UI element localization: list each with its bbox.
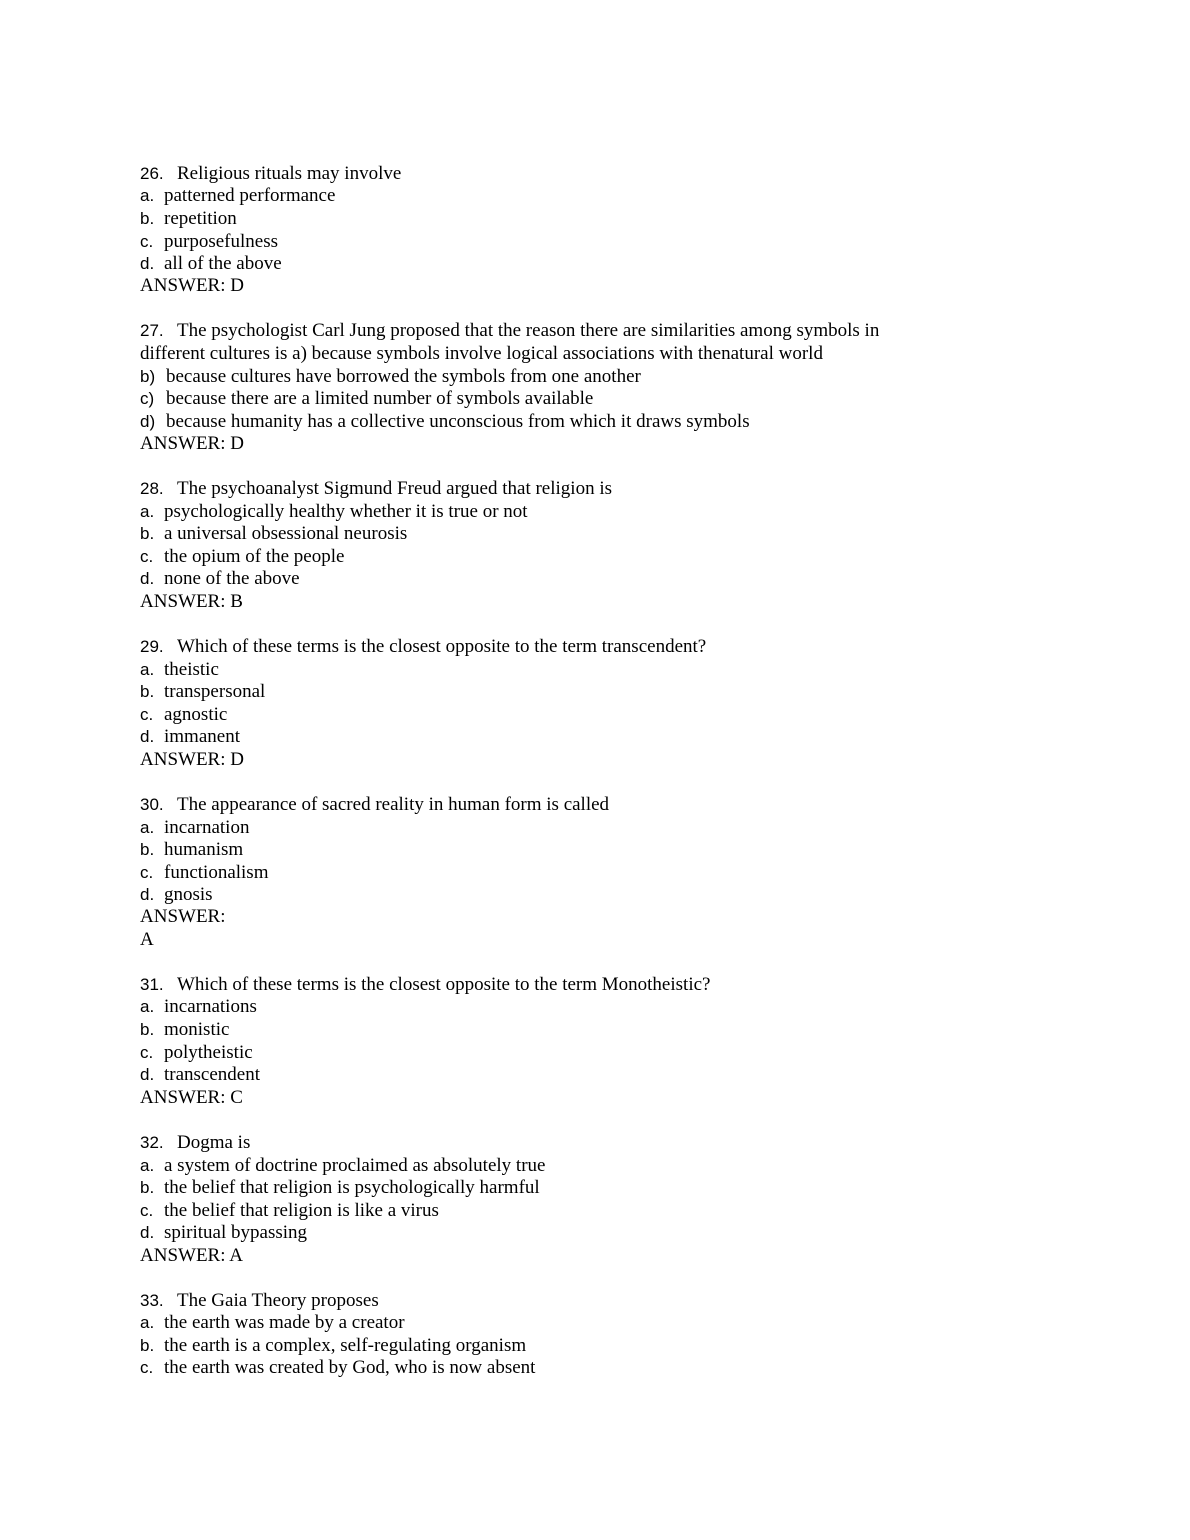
question-27-option-c: c) because there are a limited number of symbols available bbox=[140, 388, 594, 409]
question-32-answer: ANSWER: A bbox=[140, 1245, 243, 1266]
question-28-answer: ANSWER: B bbox=[140, 591, 243, 612]
question-30-option-a: a. incarnation bbox=[140, 817, 250, 838]
question-26-option-d: d. all of the above bbox=[140, 253, 282, 274]
question-27-answer: ANSWER: D bbox=[140, 433, 244, 454]
question-30-answer: ANSWER: bbox=[140, 906, 226, 927]
question-30-option-b: b. humanism bbox=[140, 839, 244, 860]
question-31-option-d: d. transcendent bbox=[140, 1064, 261, 1085]
question-30-answer-value: A bbox=[140, 929, 154, 950]
question-26-answer: ANSWER: D bbox=[140, 275, 244, 296]
question-32-option-c: c. the belief that religion is like a virus bbox=[140, 1200, 439, 1221]
question-27-option-b: b) because cultures have borrowed the symbols from one another bbox=[140, 366, 641, 387]
question-31-option-a: a. incarnations bbox=[140, 996, 257, 1017]
question-30-option-c: c. functionalism bbox=[140, 862, 269, 883]
question-29-option-c: c. agnostic bbox=[140, 704, 228, 725]
question-32-option-a: a. a system of doctrine proclaimed as absolutely true bbox=[140, 1155, 546, 1176]
question-28-option-a: a. psychologically healthy whether it is true or not bbox=[140, 501, 528, 522]
question-28-stem: 28. The psychoanalyst Sigmund Freud argued that religion is bbox=[140, 478, 612, 499]
question-32-option-b: b. the belief that religion is psychologically harmful bbox=[140, 1177, 540, 1198]
question-33-option-b: b. the earth is a complex, self-regulating organism bbox=[140, 1335, 527, 1356]
question-33-stem: 33. The Gaia Theory proposes bbox=[140, 1290, 379, 1311]
question-29-answer: ANSWER: D bbox=[140, 749, 244, 770]
question-27-stem-continued: different cultures is a) because symbols involve logical associations with thenatural world bbox=[140, 343, 823, 364]
question-31-option-b: b. monistic bbox=[140, 1019, 230, 1040]
question-29-option-d: d. immanent bbox=[140, 726, 240, 747]
question-29-option-a: a. theistic bbox=[140, 659, 219, 680]
question-28-option-c: c. the opium of the people bbox=[140, 546, 345, 567]
question-29-stem: 29. Which of these terms is the closest opposite to the term transcendent? bbox=[140, 636, 707, 657]
question-27-option-d: d) because humanity has a collective unconscious from which it draws symbols bbox=[140, 411, 750, 432]
question-29-option-b: b. transpersonal bbox=[140, 681, 266, 702]
question-31-option-c: c. polytheistic bbox=[140, 1042, 253, 1063]
question-30-stem: 30. The appearance of sacred reality in human form is called bbox=[140, 794, 610, 815]
question-30-option-d: d. gnosis bbox=[140, 884, 213, 905]
question-28-option-b: b. a universal obsessional neurosis bbox=[140, 523, 408, 544]
question-26-option-b: b. repetition bbox=[140, 208, 237, 229]
question-33-option-a: a. the earth was made by a creator bbox=[140, 1312, 405, 1333]
question-26-option-c: c. purposefulness bbox=[140, 231, 278, 252]
question-26-stem: 26. Religious rituals may involve bbox=[140, 163, 402, 184]
question-32-stem: 32. Dogma is bbox=[140, 1132, 251, 1153]
question-32-option-d: d. spiritual bypassing bbox=[140, 1222, 308, 1243]
question-27-stem: 27. The psychologist Carl Jung proposed that the reason there are similarities among symbols in bbox=[140, 320, 880, 341]
question-33-option-c: c. the earth was created by God, who is now absent bbox=[140, 1357, 536, 1378]
question-31-stem: 31. Which of these terms is the closest opposite to the term Monotheistic? bbox=[140, 974, 711, 995]
question-31-answer: ANSWER: C bbox=[140, 1087, 243, 1108]
question-26-option-a: a. patterned performance bbox=[140, 185, 336, 206]
question-28-option-d: d. none of the above bbox=[140, 568, 300, 589]
